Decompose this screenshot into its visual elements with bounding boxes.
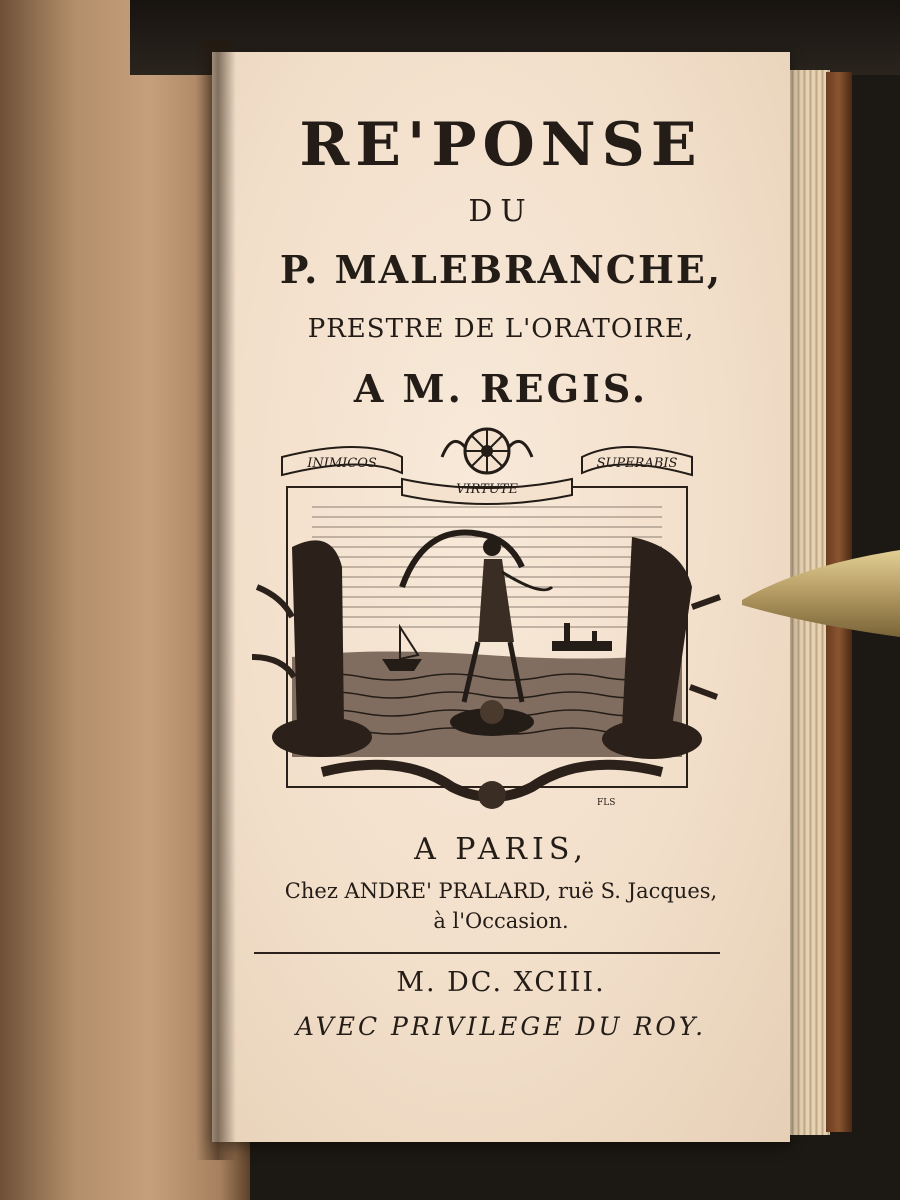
woodcut-vignette <box>252 427 722 817</box>
pointer-shape <box>742 545 900 640</box>
royal-privilege: AVEC PRIVILEGE DU ROY. <box>295 1012 707 1041</box>
horizontal-rule <box>254 952 720 954</box>
wheel-emblem <box>442 429 532 473</box>
title-connector: DU <box>468 194 534 229</box>
banner-right-motto: SUPERABIS <box>596 456 678 471</box>
imprint-location: à l'Occasion. <box>433 909 569 933</box>
engraver-mark: FLS <box>597 798 616 808</box>
imprint-publisher: Chez ANDRE' PRALARD, ruë S. Jacques, <box>284 879 718 903</box>
banner-left-motto: INIMICOS <box>307 456 377 471</box>
brass-pointer <box>742 545 900 640</box>
author-role: PRESTRE DE L'ORATOIRE, <box>307 314 695 344</box>
mask-face <box>478 781 506 809</box>
right-trophy <box>602 537 720 759</box>
publication-date: M. DC. XCIII. <box>396 967 606 998</box>
banner-center-motto: VIRTUTE <box>456 482 518 497</box>
author-name: P. MALEBRANCHE, <box>279 247 723 292</box>
book-title: RE'PONSE <box>299 110 703 180</box>
left-trophy <box>252 540 372 757</box>
title-page <box>212 52 790 1142</box>
ship <box>382 627 422 671</box>
vignette-illustration <box>252 427 722 817</box>
recipient: A M. REGIS. <box>353 366 649 411</box>
globe <box>480 700 504 724</box>
imprint-city: A PARIS, <box>414 832 588 867</box>
gutter-shadow <box>196 40 236 1160</box>
